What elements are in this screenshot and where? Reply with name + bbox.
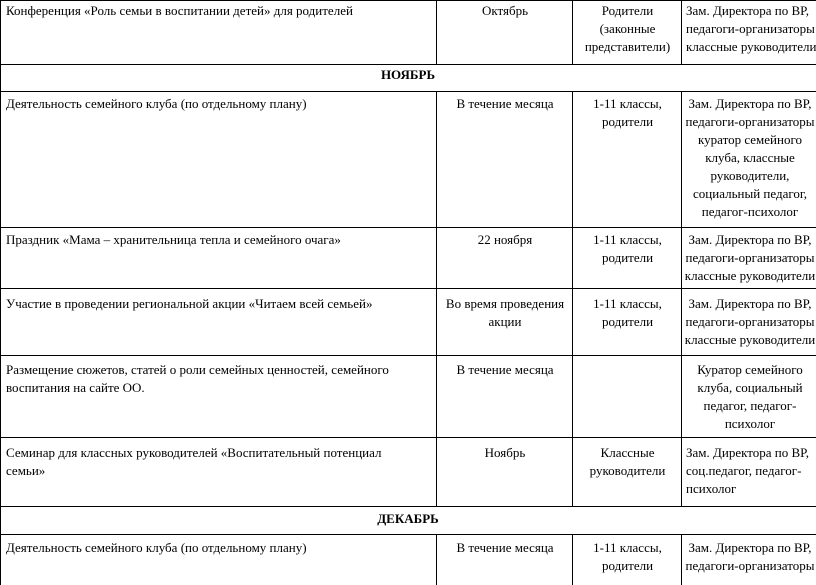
row-divider	[0, 534, 816, 535]
responsible-cell: Зам. Директора по ВР, педагоги-организаторы классные руководители	[684, 296, 816, 347]
participants-cell: 1-11 классы, родители	[593, 540, 662, 573]
col-divider	[572, 534, 573, 585]
row-divider	[0, 437, 816, 438]
date-cell: В течение месяца	[456, 96, 554, 111]
row-divider	[0, 355, 816, 356]
row-divider	[0, 91, 816, 92]
month-header-november: НОЯБРЬ	[380, 67, 436, 82]
date-cell: Во время проведения акции	[445, 296, 565, 329]
responsible-cell: Куратор семейного клуба, социальный педагог, педагог- психолог	[697, 362, 803, 431]
responsible-cell: Зам. Директора по ВР, педагоги-организаторы куратор семейного клуба, классные руководители, социальный педагог, педагог-психолог	[685, 96, 815, 219]
col-divider	[436, 534, 437, 585]
event-cell: Конференция «Роль семьи в воспитании детей» для родителей	[6, 3, 353, 18]
col-divider	[572, 91, 573, 506]
responsible-cell: Зам. Директора по ВР, соц.педагог, педагог- психолог	[686, 445, 810, 496]
col-divider	[436, 0, 437, 64]
responsible-cell: Зам. Директора по ВР, педагоги-организаторы классные руководители	[684, 232, 816, 283]
responsible-cell: Зам. Директора по ВР, педагоги-организаторы классные руководители	[686, 3, 816, 54]
event-cell: Деятельность семейного клуба (по отдельному плану)	[6, 96, 307, 111]
participants-cell: 1-11 классы, родители	[593, 232, 662, 265]
responsible-cell: Зам. Директора по ВР, педагоги-организаторы	[685, 540, 815, 573]
event-cell: Размещение сюжетов, статей о роли семейных ценностей, семейного воспитания на сайте ОО.	[6, 362, 389, 395]
date-cell: 22 ноября	[477, 232, 533, 247]
participants-cell: 1-11 классы, родители	[593, 296, 662, 329]
col-divider	[681, 91, 682, 506]
month-header-december: ДЕКАБРЬ	[377, 511, 439, 526]
row-divider	[0, 506, 816, 507]
row-divider	[0, 288, 816, 289]
participants-cell: 1-11 классы, родители	[593, 96, 662, 129]
event-cell: Деятельность семейного клуба (по отдельному плану)	[6, 540, 307, 555]
date-cell: Октябрь	[481, 3, 529, 18]
participants-cell: Родители (законные представители)	[584, 3, 671, 54]
event-cell: Участие в проведении региональной акции «Читаем всей семьей»	[6, 296, 373, 311]
date-cell: В течение месяца	[456, 540, 554, 555]
col-divider	[572, 0, 573, 64]
event-cell: Праздник «Мама – хранительница тепла и семейного очага»	[6, 232, 341, 247]
col-divider	[681, 534, 682, 585]
participants-cell: Классные руководители	[589, 445, 666, 478]
table-border-top	[0, 0, 816, 1]
date-cell: В течение месяца	[456, 362, 554, 377]
col-divider	[681, 0, 682, 64]
event-cell: Семинар для классных руководителей «Воспитательный потенциал семьи»	[6, 445, 382, 478]
date-cell: Ноябрь	[484, 445, 526, 460]
row-divider	[0, 227, 816, 228]
row-divider	[0, 64, 816, 65]
table-border-left	[0, 0, 1, 585]
col-divider	[436, 91, 437, 506]
